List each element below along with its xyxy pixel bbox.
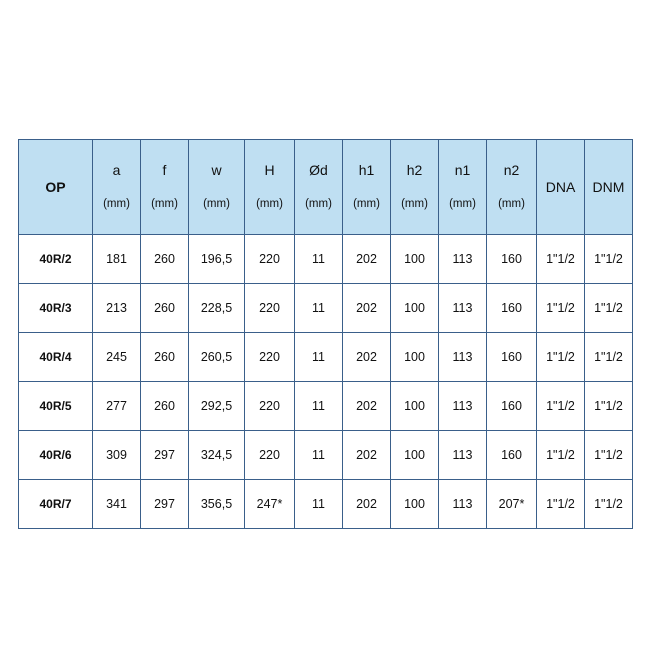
table-body — [19, 235, 633, 529]
table-row — [19, 382, 633, 431]
cell-a: 181 — [93, 235, 141, 284]
cell-n1: 113 — [439, 431, 487, 480]
cell-h: 220 — [245, 431, 295, 480]
cell-w: 356,5 — [189, 480, 245, 529]
cell-od: 11 — [295, 431, 343, 480]
cell-a: 277 — [93, 382, 141, 431]
column-header-h2-label: h2 — [406, 162, 423, 179]
cell-n2: 160 — [487, 235, 537, 284]
cell-a: 213 — [93, 284, 141, 333]
cell-h1: 202 — [343, 431, 391, 480]
column-header-h — [245, 140, 295, 235]
column-header-n1-unit: (mm) — [449, 198, 476, 211]
cell-op: 40R/2 — [19, 235, 93, 284]
cell-od: 11 — [295, 284, 343, 333]
cell-h: 247* — [245, 480, 295, 529]
cell-n2: 207* — [487, 480, 537, 529]
cell-h2: 100 — [391, 333, 439, 382]
cell-h2: 100 — [391, 284, 439, 333]
column-header-dna-label: DNA — [545, 179, 576, 195]
cell-od: 11 — [295, 480, 343, 529]
cell-n1: 113 — [439, 235, 487, 284]
column-header-od-label: Ød — [309, 162, 328, 179]
cell-h1: 202 — [343, 284, 391, 333]
table-row — [19, 431, 633, 480]
cell-f: 260 — [141, 333, 189, 382]
cell-n1: 113 — [439, 480, 487, 529]
cell-w: 260,5 — [189, 333, 245, 382]
column-header-od — [295, 140, 343, 235]
column-header-h1 — [343, 140, 391, 235]
column-header-n1-label: n1 — [454, 162, 471, 179]
cell-n2: 160 — [487, 382, 537, 431]
cell-h: 220 — [245, 235, 295, 284]
table-row — [19, 333, 633, 382]
cell-od: 11 — [295, 382, 343, 431]
cell-h2: 100 — [391, 382, 439, 431]
column-header-f — [141, 140, 189, 235]
cell-w: 324,5 — [189, 431, 245, 480]
cell-f: 260 — [141, 284, 189, 333]
cell-h: 220 — [245, 382, 295, 431]
cell-f: 297 — [141, 431, 189, 480]
header-row — [19, 140, 633, 235]
cell-dnm: 1"1/2 — [585, 382, 633, 431]
table-row — [19, 480, 633, 529]
cell-n2: 160 — [487, 431, 537, 480]
column-header-dna — [537, 140, 585, 235]
column-header-f-unit: (mm) — [151, 198, 178, 211]
column-header-a-label: a — [112, 162, 121, 179]
column-header-n1 — [439, 140, 487, 235]
cell-h1: 202 — [343, 235, 391, 284]
cell-dnm: 1"1/2 — [585, 480, 633, 529]
column-header-n2-unit: (mm) — [498, 198, 525, 211]
cell-h: 220 — [245, 284, 295, 333]
cell-a: 245 — [93, 333, 141, 382]
cell-op: 40R/6 — [19, 431, 93, 480]
cell-dna: 1"1/2 — [537, 284, 585, 333]
cell-dnm: 1"1/2 — [585, 284, 633, 333]
cell-w: 228,5 — [189, 284, 245, 333]
table-header — [19, 140, 633, 235]
column-header-a-unit: (mm) — [103, 198, 130, 211]
column-header-op — [19, 140, 93, 235]
column-header-h-unit: (mm) — [256, 198, 283, 211]
cell-n1: 113 — [439, 382, 487, 431]
cell-dna: 1"1/2 — [537, 480, 585, 529]
cell-n2: 160 — [487, 333, 537, 382]
cell-h1: 202 — [343, 382, 391, 431]
cell-h2: 100 — [391, 480, 439, 529]
cell-w: 292,5 — [189, 382, 245, 431]
cell-op: 40R/3 — [19, 284, 93, 333]
cell-op: 40R/5 — [19, 382, 93, 431]
column-header-f-label: f — [162, 162, 167, 179]
cell-op: 40R/4 — [19, 333, 93, 382]
column-header-w — [189, 140, 245, 235]
cell-h1: 202 — [343, 333, 391, 382]
column-header-op-label: OP — [45, 179, 66, 195]
cell-dnm: 1"1/2 — [585, 235, 633, 284]
cell-dna: 1"1/2 — [537, 431, 585, 480]
column-header-n2 — [487, 140, 537, 235]
cell-op: 40R/7 — [19, 480, 93, 529]
cell-f: 260 — [141, 235, 189, 284]
cell-w: 196,5 — [189, 235, 245, 284]
cell-dna: 1"1/2 — [537, 333, 585, 382]
cell-h: 220 — [245, 333, 295, 382]
column-header-a — [93, 140, 141, 235]
column-header-dnm — [585, 140, 633, 235]
cell-f: 260 — [141, 382, 189, 431]
cell-n2: 160 — [487, 284, 537, 333]
column-header-h2-unit: (mm) — [401, 198, 428, 211]
cell-h1: 202 — [343, 480, 391, 529]
specification-table — [18, 139, 633, 529]
cell-f: 297 — [141, 480, 189, 529]
column-header-w-unit: (mm) — [203, 198, 230, 211]
cell-dna: 1"1/2 — [537, 382, 585, 431]
cell-h2: 100 — [391, 431, 439, 480]
cell-od: 11 — [295, 235, 343, 284]
column-header-h1-unit: (mm) — [353, 198, 380, 211]
cell-dnm: 1"1/2 — [585, 333, 633, 382]
column-header-od-unit: (mm) — [305, 198, 332, 211]
cell-od: 11 — [295, 333, 343, 382]
cell-dnm: 1"1/2 — [585, 431, 633, 480]
cell-a: 341 — [93, 480, 141, 529]
cell-h2: 100 — [391, 235, 439, 284]
column-header-w-label: w — [211, 162, 222, 179]
column-header-h2 — [391, 140, 439, 235]
column-header-n2-label: n2 — [503, 162, 520, 179]
spec-table-container — [18, 139, 632, 529]
cell-a: 309 — [93, 431, 141, 480]
column-header-h1-label: h1 — [358, 162, 375, 179]
cell-n1: 113 — [439, 333, 487, 382]
table-row — [19, 284, 633, 333]
column-header-h-label: H — [264, 162, 275, 179]
column-header-dnm-label: DNM — [592, 179, 625, 195]
cell-n1: 113 — [439, 284, 487, 333]
table-row — [19, 235, 633, 284]
cell-dna: 1"1/2 — [537, 235, 585, 284]
